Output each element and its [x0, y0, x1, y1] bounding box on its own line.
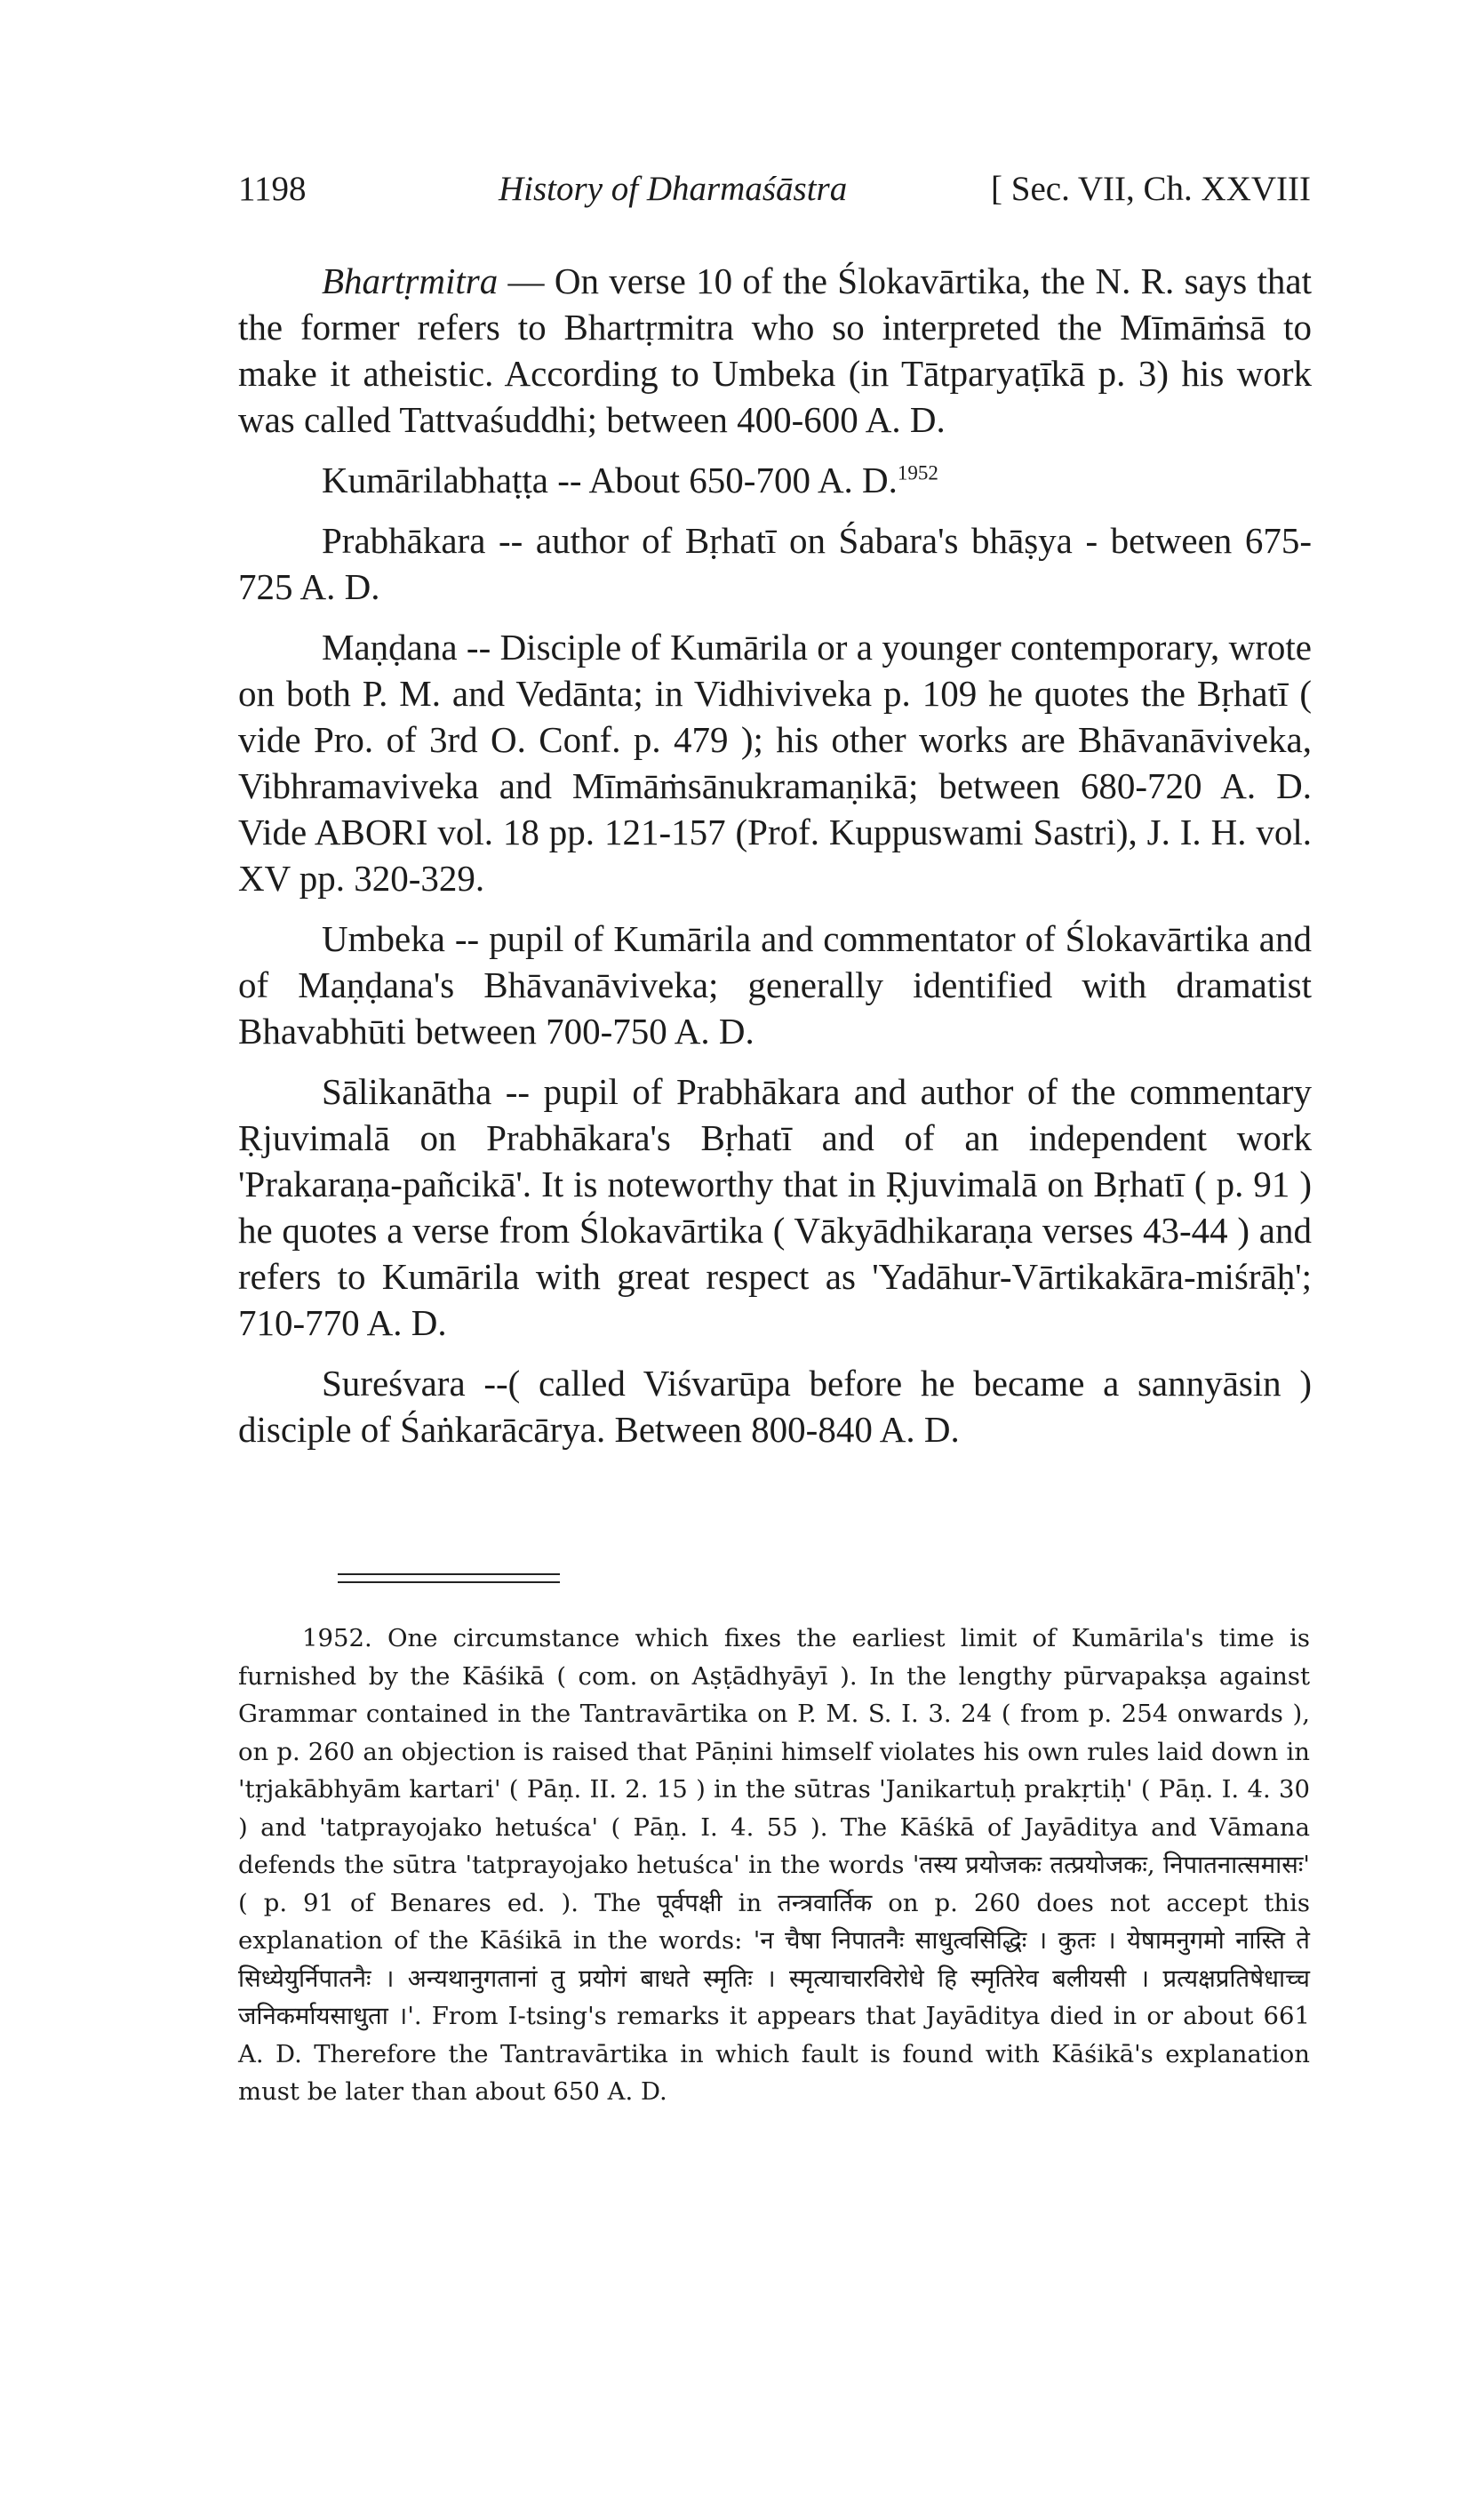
entry-prabhakara — [238, 517, 1312, 610]
entry-umbeka — [238, 916, 1312, 1054]
entry-name: Kumārilabhaṭṭa — [322, 460, 549, 500]
running-header — [238, 169, 1311, 222]
footnote-text: One circumstance which fixes the earliest limit of Kumārila's time is furnished by the Kāśikā ( com. on Aṣṭādhyāyī ). In the lengthy pūrvapakṣa against Grammar contained in the Tantravārtika on P. M. S. I. 3. 24 ( from p. 254 onwards ), on p. 260 an objection is raised that Pāṇini himself violates his own rules laid down in 'tṛjakābhyām kartari' ( Pāṇ. II. 2. 15 ) in the sūtras 'Janikartuḥ prakṛtiḥ' ( Pāṇ. I. 4. 30 ) and 'tatprayojako hetuśca' ( Pāṇ. I. 4. 55 ). The Kāśkā of Jayāditya and Vāmana defends the sūtra 'tatprayojako hetuśca' in the words 'तस्य प्रयोजकः तत्प्रयोजकः, निपातनात्समासः' ( p. 91 of Benares ed. ). The पूर्वपक्षी in तन्त्रवार्तिक on p. 260 does not accept this explanation of the Kāśikā in the words: 'न चैषा निपातनैः साधुत्वसिद्धिः । कुतः । येषामनुगमो नास्ति ते सिध्येयुर्निपातनैः । अन्यथानुगतानां तु प्रयोगं बाधते स्मृतिः । स्मृत्याचारविरोधे हि स्मृतिरेव बलीयसी । प्रत्यक्षप्रतिषेधाच्च जनिकर्मायसाधुता ।'. From I-tsing's remarks it appears that Jayāditya died in or about 661 A. D. Therefore the Tantravārtika in which fault is found with Kāśikā's explanation must be later than about 650 A. D. — [238, 1624, 1310, 2106]
entry-name: Umbeka — [322, 918, 445, 959]
main-text — [238, 258, 1312, 1467]
footnote-divider — [338, 1573, 560, 1575]
entry-name: Maṇḍana — [322, 627, 458, 668]
footnote-reference[interactable]: 1952 — [897, 461, 938, 484]
entry-salikanatha — [238, 1068, 1312, 1346]
entry-text: -- Disciple of Kumārila or a younger contemporary, wrote on both P. M. and Vedānta; in Vidhiviveka p. 109 he quotes the Bṛhatī ( vide Pro. of 3rd O. Conf. p. 479 ); his other works are Bhāvanāviveka, Vibhramaviveka and Mīmāṁsānukramaṇikā; between 680-720 A. D. Vide ABORI vol. 18 pp. 121-157 (Prof. Kuppuswami Sastri), J. I. H. vol. XV pp. 320-329. — [238, 627, 1312, 899]
entry-suresvara — [238, 1360, 1312, 1452]
entry-bhartrmitra — [238, 258, 1312, 443]
entry-name: Bhartṛmitra — [322, 260, 499, 301]
entry-kumarilabhatta — [238, 457, 1312, 503]
footnote — [238, 1620, 1310, 2111]
entry-name: Sureśvara — [322, 1363, 466, 1404]
running-title: History of Dharmaśāstra — [499, 170, 848, 208]
page-number: 1198 — [238, 170, 307, 208]
entry-text: -- pupil of Kumārila and commentator of Ślokavārtika and of Maṇḍana's Bhāvanāviveka; generally identified with dramatist Bhavabhūti between 700-750 A. D. — [238, 918, 1312, 1052]
entry-text: --( called Viśvarūpa before he became a sannyāsin ) disciple of Śaṅkarācārya. Between 800-840 A. D. — [238, 1363, 1312, 1450]
entry-mandana — [238, 624, 1312, 901]
section-reference: [ Sec. VII, Ch. XXVIII — [991, 170, 1311, 208]
entry-text: -- pupil of Prabhākara and author of the commentary Ṛjuvimalā on Prabhākara's Bṛhatī and of an independent work 'Prakaraṇa-pañcikā'. It is noteworthy that in Ṛjuvimalā on Bṛhatī ( p. 91 ) he quotes a verse from Ślokavārtika ( Vākyādhikaraṇa verses 43-44 ) and refers to Kumārila with great respect as 'Yadāhur-Vārtikakāra-miśrāḥ'; 710-770 A. D. — [238, 1071, 1312, 1343]
footnote-divider-second — [338, 1581, 560, 1583]
entry-text: -- author of Bṛhatī on Śabara's bhāṣya - between 675-725 A. D. — [238, 520, 1312, 607]
entry-text: — On verse 10 of the Ślokavārtika, the N. R. says that the former refers to Bhartṛmitra who so interpreted the Mīmāṁsā to make it atheistic. According to Umbeka (in Tātparyaṭīkā p. 3) his work was called Tattvaśuddhi; between 400-600 A. D. — [238, 260, 1312, 440]
footnote-number: 1952. — [302, 1624, 372, 1652]
entry-name: Sālikanātha — [322, 1071, 492, 1112]
entry-text: -- About 650-700 A. D. — [548, 460, 898, 500]
entry-name: Prabhākara — [322, 520, 486, 561]
